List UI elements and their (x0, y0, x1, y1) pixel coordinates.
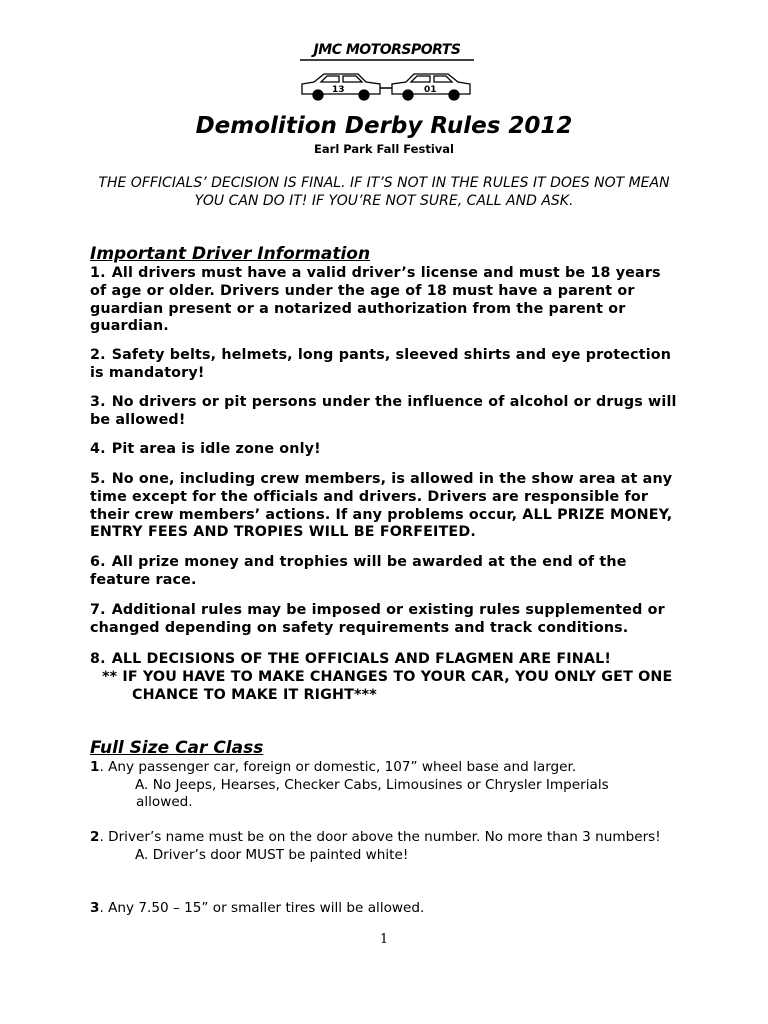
rule-number: 8. (90, 651, 106, 667)
heading-full-size-car-class: Full Size Car Class (90, 738, 264, 758)
rule-number: 1 (90, 759, 100, 775)
rule-text: Safety belts, helmets, long pants, sleeved shirts and eye protection is mandatory! (90, 347, 672, 381)
document-title: Demolition Derby Rules 2012 (195, 113, 573, 139)
derby-cars-icon (292, 56, 482, 106)
rule-text: . Driver’s name must be on the door above the number. No more than 3 numbers! (99, 829, 661, 845)
rule-number: 3. (90, 394, 106, 410)
rule-number: 7. (90, 602, 106, 618)
car-rule-2 (90, 829, 682, 864)
rule-number: 5. (90, 471, 106, 487)
car-rule-1-sub-a: A. No Jeeps, Hearses, Checker Cabs, Limousines or Chrysler Imperials (135, 776, 609, 793)
rule-number: 2 (90, 829, 100, 845)
rule-text: . Any 7.50 – 15” or smaller tires will be allowed. (99, 900, 425, 916)
rule-8-line-3: CHANCE TO MAKE IT RIGHT*** (132, 686, 377, 703)
document-subtitle: Earl Park Fall Festival (314, 142, 454, 156)
jmc-motorsports-logo (292, 42, 482, 106)
rule-text: All prize money and trophies will be awarded at the end of the feature race. (90, 554, 627, 588)
heading-driver-information: Important Driver Information (90, 244, 371, 264)
rule-text: No drivers or pit persons under the influence of alcohol or drugs will be allowed! (90, 394, 677, 428)
car-rule-1-sub-a-cont: allowed. (136, 794, 193, 810)
driver-rule-8 (90, 651, 682, 704)
rule-number: 3 (90, 900, 100, 916)
car-rule-2-sub-a: A. Driver’s door MUST be painted white! (135, 846, 409, 863)
logo-car-number-left: 13 (332, 85, 345, 95)
rule-number: 4. (90, 441, 106, 457)
rule-number: 2. (90, 347, 106, 363)
driver-rule-3 (90, 394, 682, 430)
logo-brand-text: JMC MOTORSPORTS (313, 42, 461, 58)
rule-text: . Any passenger car, foreign or domestic, 107” wheel base and larger. (99, 759, 577, 775)
driver-rule-7 (90, 602, 682, 638)
rule-number: 6. (90, 554, 106, 570)
page-number: 1 (379, 932, 389, 947)
officials-notice: THE OFFICIALS’ DECISION IS FINAL. IF IT’S NOT IN THE RULES IT DOES NOT MEAN YOU CAN DO IT! IF YOU’RE NOT SURE, CALL AND ASK. (98, 175, 670, 209)
rule-text: No one, including crew members, is allowed in the show area at any time except for the officials and drivers. Drivers are responsible for their crew members’ actions. If any problems occur, ALL PRIZE MONEY, ENTRY FEES AND TROPIES WILL BE FORFEITED. (90, 471, 673, 541)
driver-rule-6 (90, 554, 682, 590)
driver-rule-1 (90, 265, 682, 336)
rule-text: Pit area is idle zone only! (111, 441, 321, 457)
rule-text: All drivers must have a valid driver’s license and must be 18 years of age or older. Drivers under the age of 18 must have a parent or guardian present or a notarized authorization from the parent or guardian. (90, 265, 661, 335)
driver-rule-4 (90, 441, 682, 459)
rule-number: 1. (90, 265, 106, 281)
rule-text: ALL DECISIONS OF THE OFFICIALS AND FLAGMEN ARE FINAL! (111, 651, 612, 667)
driver-rule-5 (90, 471, 682, 542)
rule-text: Additional rules may be imposed or existing rules supplemented or changed depending on safety requirements and track conditions. (90, 602, 665, 636)
car-rule-1 (90, 759, 682, 812)
driver-rule-2 (90, 347, 682, 383)
car-rule-3 (90, 900, 682, 918)
logo-car-number-right: 01 (424, 85, 437, 95)
rule-8-line-2: ** IF YOU HAVE TO MAKE CHANGES TO YOUR CAR, YOU ONLY GET ONE (102, 668, 673, 685)
